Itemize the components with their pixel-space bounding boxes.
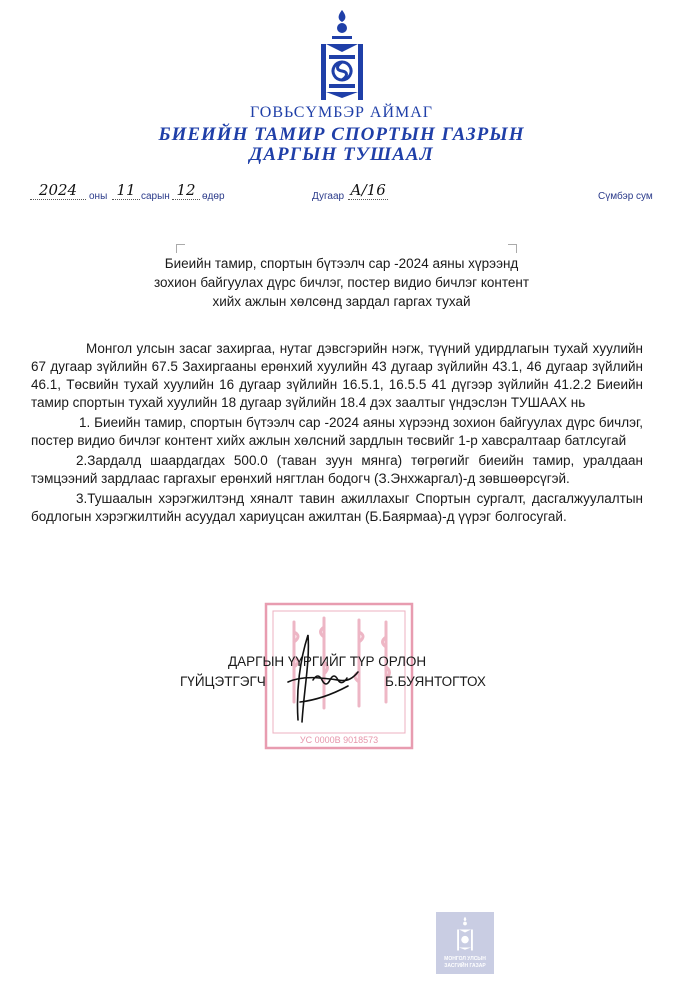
handwritten-signature bbox=[278, 620, 398, 740]
stamp-number: УС 0000В 9018573 bbox=[299, 735, 379, 745]
soyombo-small-icon bbox=[456, 916, 474, 952]
order-subject bbox=[100, 254, 583, 311]
subject-line: Биеийн тамир, спортын бүтээлч сар -2024 аяны хүрээнд bbox=[164, 256, 519, 271]
footer-logo-line1: МОНГОЛ УЛСЫН bbox=[444, 956, 486, 962]
government-logo bbox=[436, 912, 494, 974]
order-item-3: 3.Тушаалын хэрэгжилтэнд хяналт тавин ажиллахыг Спортын сургалт, дасгалжуулалтын бодлогын хэрэгжилтийн асуудал хариуцсан ажилтан (Б.Баярмаа)-д үүрэг болгосугай. bbox=[31, 491, 643, 524]
signer-title-line1: ДАРГЫН ҮҮРГИЙГ ТҮР ОРЛОН bbox=[228, 654, 427, 669]
dateline bbox=[30, 182, 670, 206]
number-label: Дугаар bbox=[312, 191, 345, 202]
signer-title-line2: ГҮЙЦЭТГЭГЧ bbox=[180, 674, 266, 689]
footer-logo-line2: ЗАСГИЙН ГАЗАР bbox=[444, 963, 486, 969]
signer-name: Б.БУЯНТОГТОХ bbox=[385, 674, 486, 689]
header-aimag: ГОВЬСҮМБЭР АЙМАГ bbox=[249, 104, 434, 121]
order-number: А/16 bbox=[348, 181, 388, 200]
date-day: 12 bbox=[172, 181, 200, 200]
date-month: 11 bbox=[112, 181, 140, 200]
order-item-1: 1. Биеийн тамир, спортын бүтээлч сар -2024 аяны хүрээнд зохион байгуулах дүрс бичлэг, постер видио бичлэг контент хийх ажлын хөлсний зардлын төсвийг 1-р хавсралтаар батлсугай bbox=[31, 415, 643, 448]
preamble-paragraph: Монгол улсын засаг захиргаа, нутаг дэвсгэрийн нэгж, түүний удирдлагын тухай хуулийн 67 дугаар зүйлийн 67.5 Захиргааны ерөнхий хуулийн 43 дугаар зүйлийн 43.1, 46 дугаар зүйлийн 46.1, Төсвийн тухай хуулийн 16 дугаар зүйлийн 16.5.1, 16.5.5 41 дүгээр зүйлийн 41.2.2 Биеийн тамир спортын тухай хуулийн 18 дугаар зүйлийн 18.4 дэх заалтыг үндэслэн ТУШААХ нь bbox=[31, 341, 643, 410]
header-order-title: ДАРГЫН ТУШААЛ bbox=[249, 144, 434, 165]
subject-corner-mark bbox=[508, 244, 517, 253]
subject-line: хийх ажлын хөлсөнд зардал гаргах тухай bbox=[212, 294, 471, 309]
subject-corner-mark bbox=[176, 244, 185, 253]
date-day-suffix: өдөр bbox=[202, 191, 225, 202]
order-body bbox=[31, 340, 643, 526]
date-year-suffix: оны bbox=[89, 191, 108, 202]
subject-line: зохион байгуулах дүрс бичлэг, постер видио бичлэг контент bbox=[153, 275, 530, 290]
date-month-suffix: сарын bbox=[141, 191, 170, 202]
order-item-2: 2.Зардалд шаардагдах 500.0 (таван зуун мянга) төгрөгийг биеийн тамир, уралдаан тэмцээний зардлаас гаргахыг ерөнхий нягтлан бодогч (З.Энхжаргал)-д зөвшөөрсүгэй. bbox=[31, 453, 643, 486]
place-name: Сүмбэр сум bbox=[598, 191, 653, 202]
date-year: 2024 bbox=[30, 181, 86, 200]
soyombo-emblem-icon bbox=[318, 10, 366, 102]
header-agency: БИЕИЙН ТАМИР СПОРТЫН ГАЗРЫН bbox=[158, 124, 525, 145]
